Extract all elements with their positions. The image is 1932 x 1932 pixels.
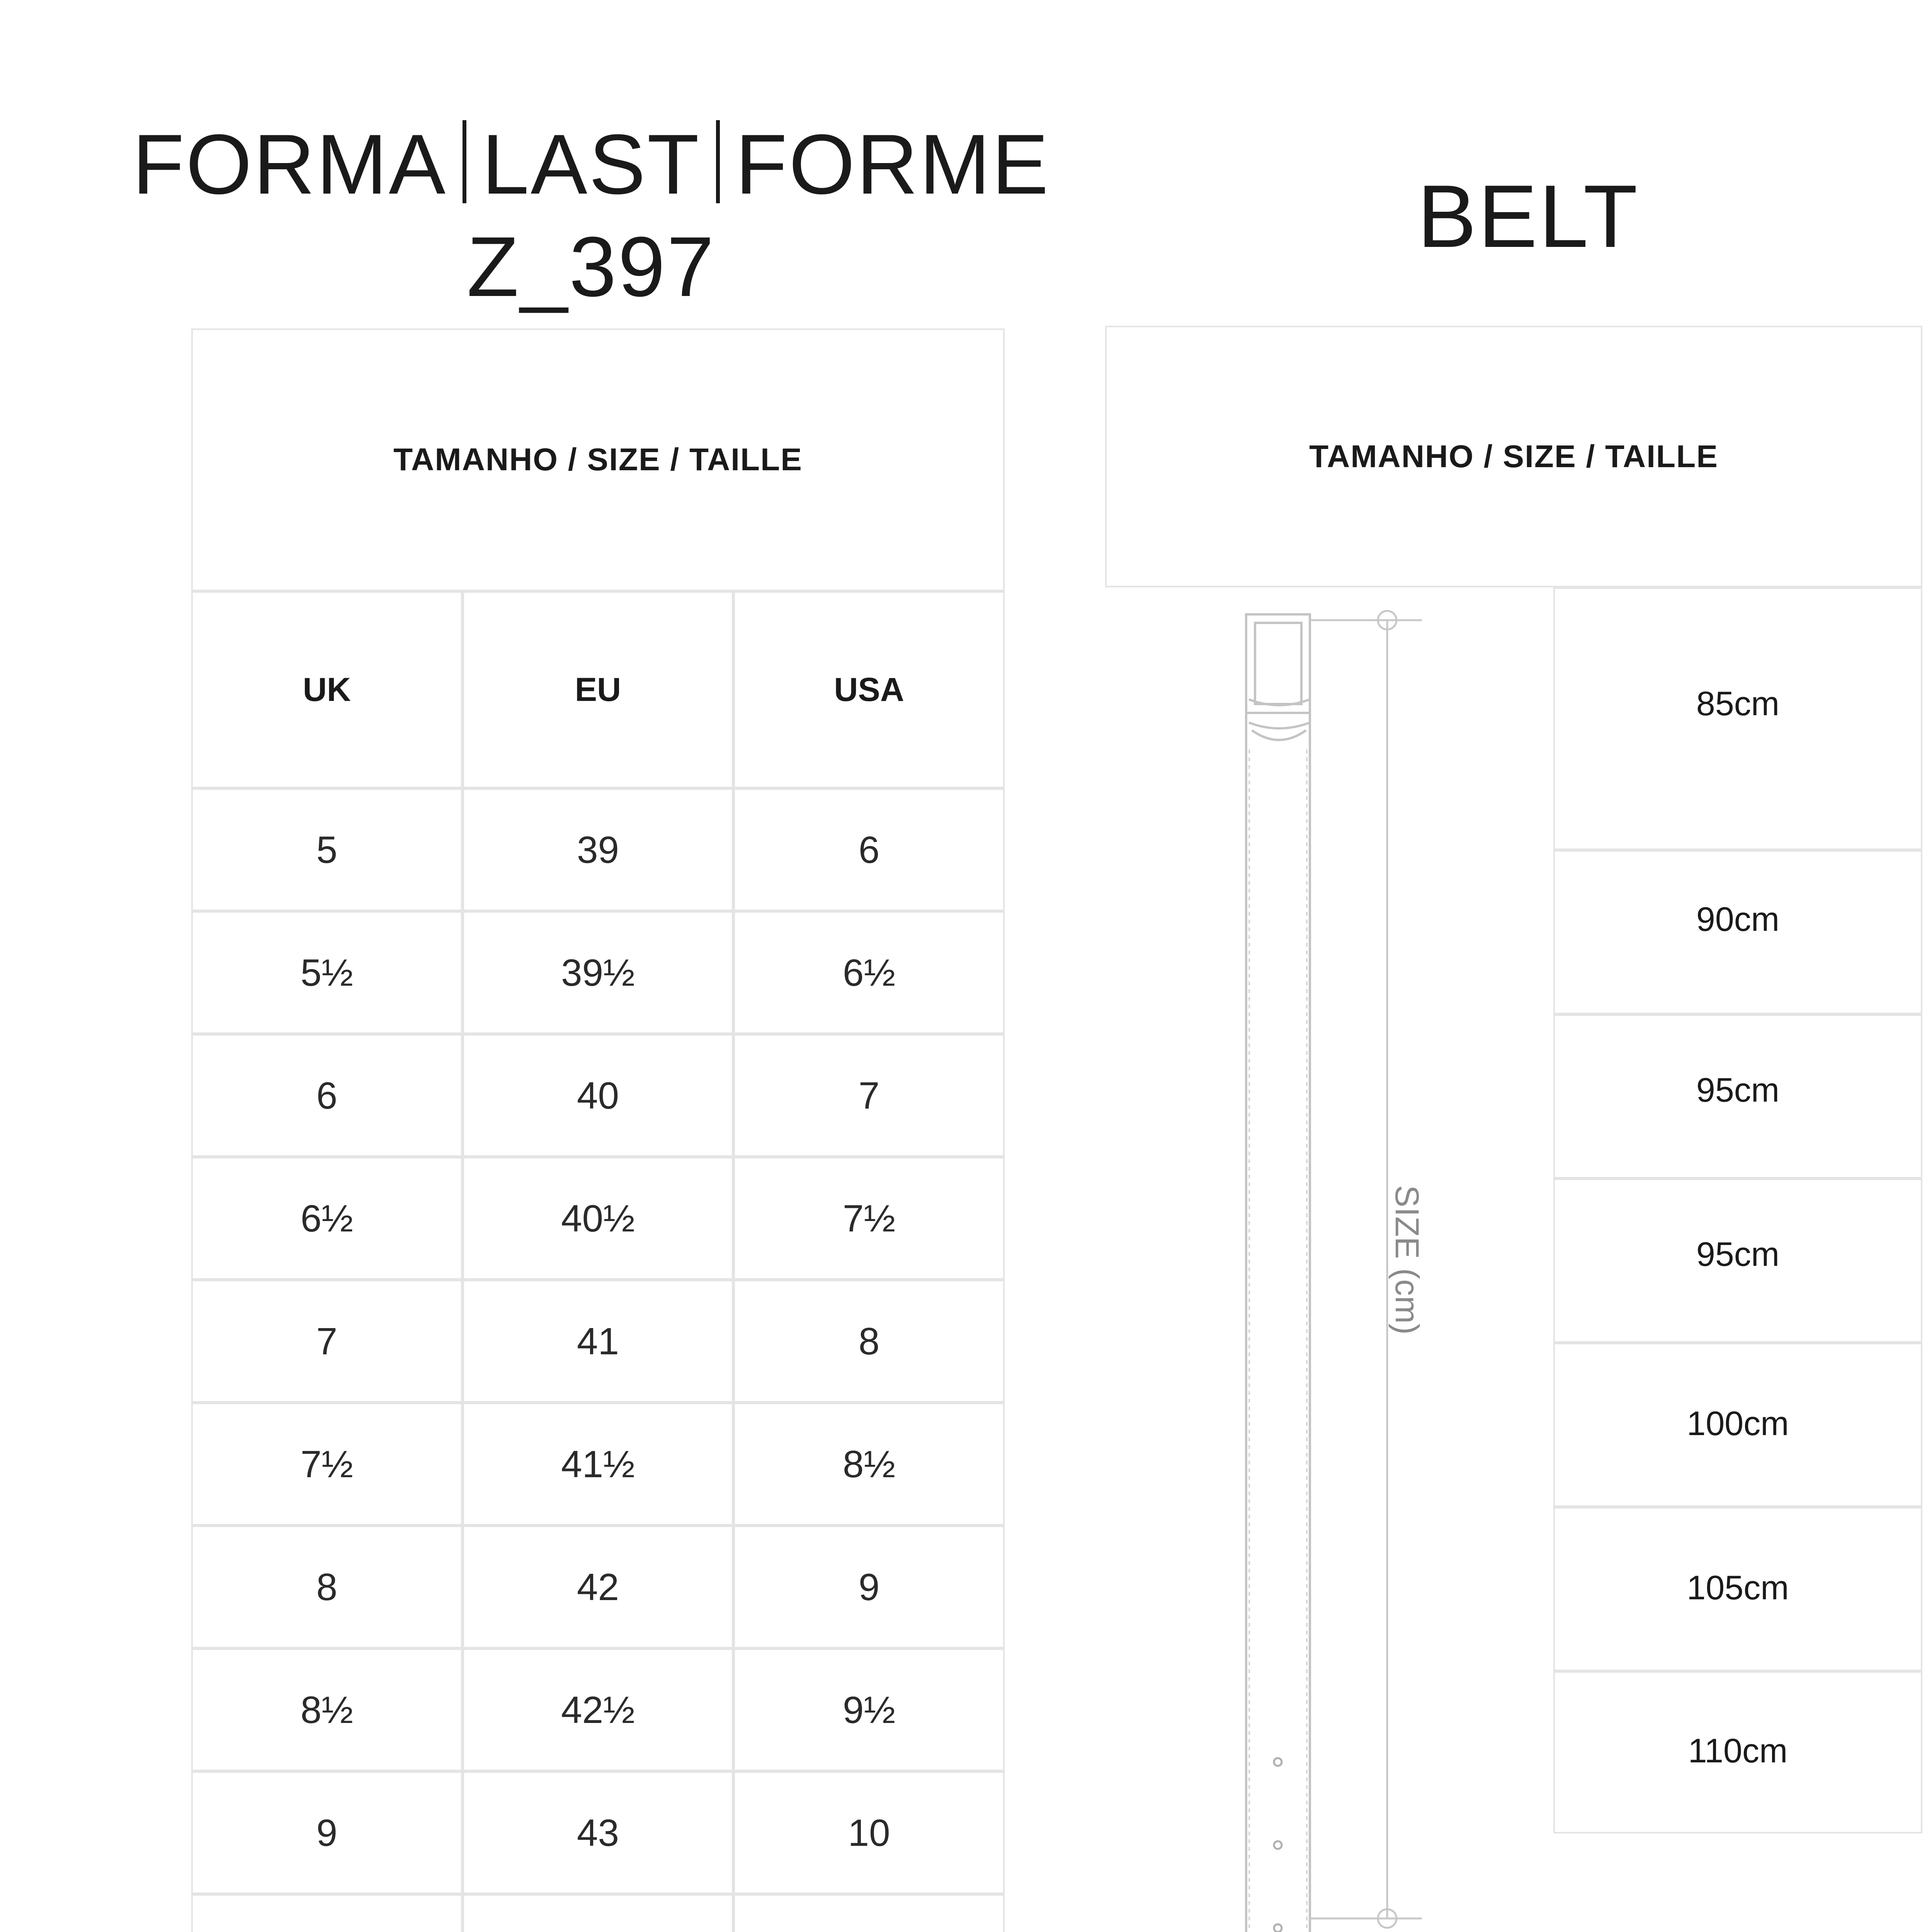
size-value: 42½: [561, 1688, 635, 1731]
size-cell-eu: [463, 1894, 734, 1932]
size-value: 39½: [561, 951, 635, 994]
belt-size-value: 90cm: [1696, 900, 1780, 938]
belt-size-cell: [1553, 1343, 1922, 1507]
size-cell-uk: [191, 1894, 463, 1932]
size-cell-usa: [733, 1157, 1005, 1280]
belt-keeper: [1249, 699, 1310, 740]
size-value: 43: [577, 1811, 619, 1854]
size-cell-uk: [191, 1526, 463, 1648]
size-value: 40½: [561, 1197, 635, 1240]
size-cell-eu: [463, 1403, 734, 1526]
title-separator: [716, 120, 720, 203]
last-code: Z_397: [467, 219, 716, 314]
size-cell-uk: [191, 1280, 463, 1403]
belt-strap: [1246, 711, 1310, 1932]
size-axis-label-wrap: [1310, 1185, 1503, 1335]
belt-table-header: [1105, 326, 1922, 587]
size-cell-usa: [733, 1894, 1005, 1932]
belt-size-cell: [1553, 587, 1922, 850]
belt-size-list: [1553, 587, 1922, 1833]
belt-hole: [1274, 1758, 1282, 1766]
belt-table-header-label: TAMANHO / SIZE / TAILLE: [1309, 439, 1718, 474]
belt-size-value: 95cm: [1696, 1235, 1780, 1273]
size-cell-usa: [733, 1526, 1005, 1648]
belt-size-value: 105cm: [1687, 1568, 1789, 1607]
size-cell-eu: [463, 1648, 734, 1771]
size-cell-usa: [733, 788, 1005, 911]
size-value: 6½: [843, 951, 896, 994]
size-value: 6: [858, 828, 880, 871]
size-table-header: [191, 328, 1005, 591]
size-cell-uk: [191, 1157, 463, 1280]
size-cell-eu: [463, 1034, 734, 1157]
size-value: 9: [316, 1811, 338, 1854]
size-value: 41: [577, 1320, 619, 1362]
belt-hole: [1274, 1841, 1282, 1849]
size-cell-uk: [191, 1034, 463, 1157]
size-cell-uk: [191, 911, 463, 1034]
size-cell-usa: [733, 1403, 1005, 1526]
size-value: 5½: [300, 951, 353, 994]
belt-size-cell: [1553, 1671, 1922, 1833]
size-cell-uk: [191, 788, 463, 911]
size-value: 41½: [561, 1442, 635, 1485]
size-cell-uk: [191, 1648, 463, 1771]
belt-size-value: 100cm: [1687, 1404, 1789, 1442]
size-cell-uk: [191, 1403, 463, 1526]
size-value: 8½: [843, 1442, 896, 1485]
size-table: [191, 328, 1005, 1932]
belt-size-value: 85cm: [1696, 684, 1780, 723]
last-title-part-forme: FORME: [735, 117, 1050, 212]
size-value: 5: [316, 828, 338, 871]
size-value: 9: [858, 1565, 880, 1608]
size-value: 7½: [843, 1197, 896, 1240]
size-value: 7: [316, 1320, 338, 1362]
column-header-eu: [463, 591, 734, 788]
belt-title: BELT: [1417, 167, 1639, 266]
column-header-label: USA: [834, 671, 904, 708]
size-value: 9½: [843, 1688, 896, 1731]
column-header-label: UK: [303, 671, 351, 708]
size-table-header-label: TAMANHO / SIZE / TAILLE: [393, 442, 803, 477]
belt-size-cell: [1553, 1179, 1922, 1343]
size-axis-label: SIZE (cm): [1388, 1185, 1425, 1335]
size-cell-eu: [463, 1771, 734, 1894]
size-cell-usa: [733, 1771, 1005, 1894]
size-cell-eu: [463, 911, 734, 1034]
size-cell-usa: [733, 1280, 1005, 1403]
size-value: 42: [577, 1565, 619, 1608]
belt-size-value: 95cm: [1696, 1071, 1780, 1109]
title-separator: [463, 120, 466, 203]
size-cell-eu: [463, 1280, 734, 1403]
size-value: 8½: [300, 1688, 353, 1731]
belt-size-value: 110cm: [1688, 1731, 1788, 1770]
size-cell-usa: [733, 1034, 1005, 1157]
size-value: 40: [577, 1074, 619, 1117]
belt-size-cell: [1553, 850, 1922, 1014]
size-cell-usa: [733, 1648, 1005, 1771]
size-value: 10: [848, 1811, 890, 1854]
belt-buckle-inner: [1255, 623, 1301, 704]
size-cell-usa: [733, 911, 1005, 1034]
size-value: 7: [858, 1074, 880, 1117]
size-value: 6½: [300, 1197, 353, 1240]
size-cell-uk: [191, 1771, 463, 1894]
belt-size-cell: [1553, 1014, 1922, 1179]
size-cell-eu: [463, 1526, 734, 1648]
last-title: [128, 116, 1055, 213]
column-header-label: EU: [575, 671, 621, 708]
last-title-part-last: LAST: [481, 117, 701, 212]
size-value: 8: [316, 1565, 338, 1608]
size-cell-eu: [463, 1157, 734, 1280]
size-value: 6: [316, 1074, 338, 1117]
size-value: 7½: [300, 1442, 353, 1485]
column-header-usa: [733, 591, 1005, 788]
belt-hole: [1274, 1924, 1282, 1932]
size-cell-eu: [463, 788, 734, 911]
last-title-part-forma: FORMA: [132, 117, 447, 212]
column-header-uk: [191, 591, 463, 788]
size-value: 8: [858, 1320, 880, 1362]
size-value: 39: [577, 828, 619, 871]
belt-size-cell: [1553, 1507, 1922, 1671]
